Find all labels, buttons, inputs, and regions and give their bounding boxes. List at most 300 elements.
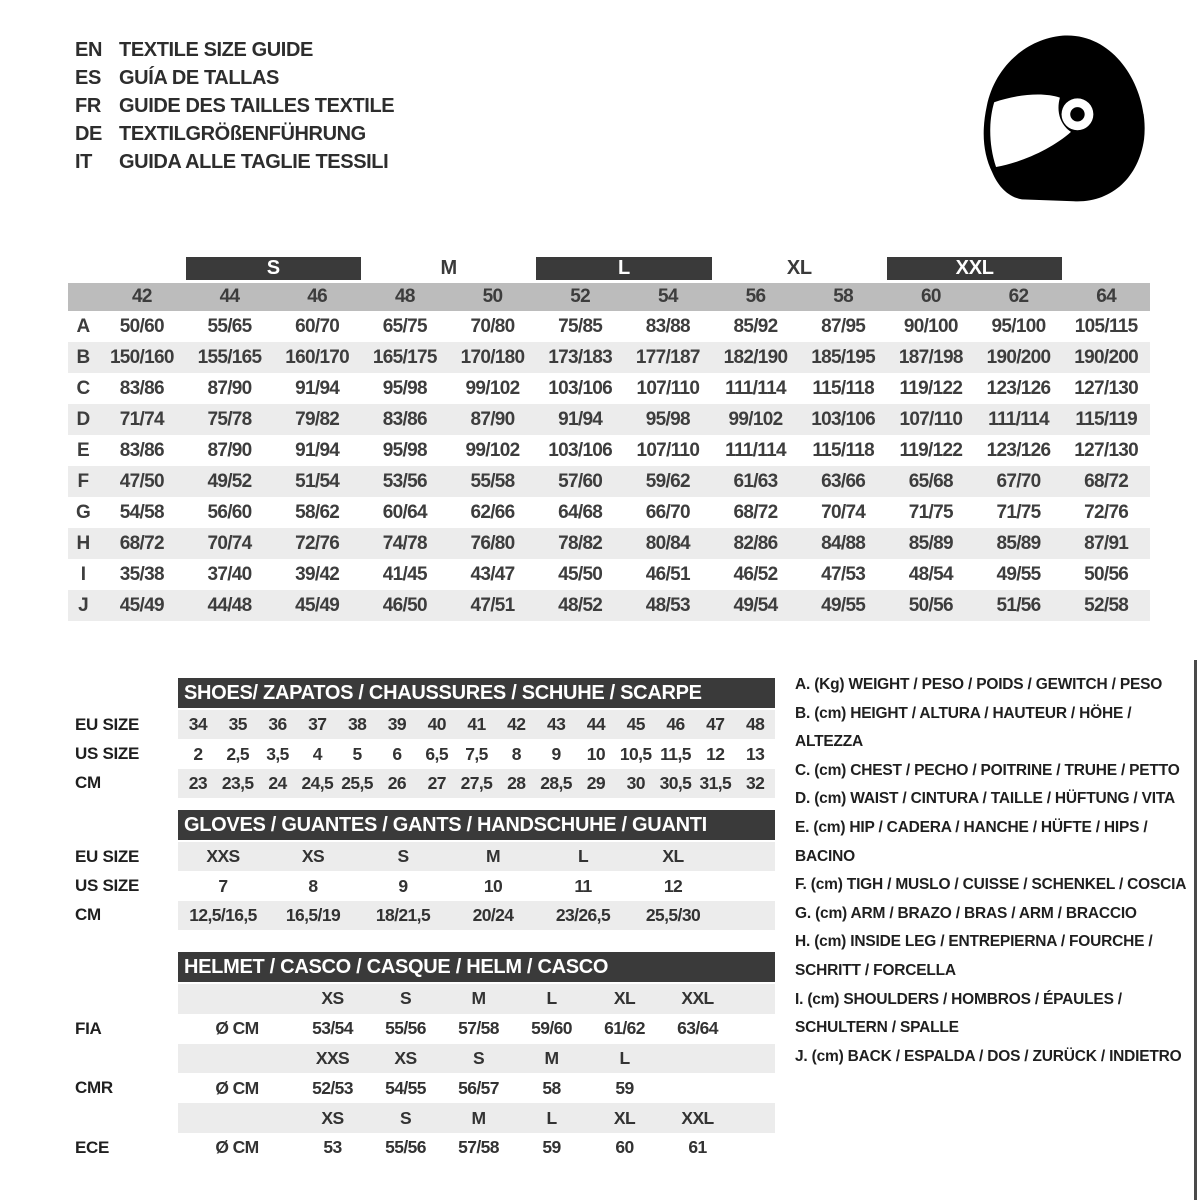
shoes-value: 3,5 xyxy=(266,743,289,764)
helmet-size-table xyxy=(75,952,775,1163)
size-value: 87/90 xyxy=(207,439,252,461)
legend-item-h: H. (cm) INSIDE LEG / ENTREPIERNA / FOURCHE / SCHRITT / FORCELLA xyxy=(795,933,1153,979)
helmet-value-row-cmr xyxy=(75,1073,775,1103)
size-value: 123/126 xyxy=(986,377,1051,399)
size-value: 45/49 xyxy=(119,594,164,616)
helmet-size-label: S xyxy=(399,988,412,1009)
gloves-table-header: GLOVES / GUANTES / GANTS / HANDSCHUHE / GUANTI xyxy=(178,810,775,840)
size-band-row xyxy=(68,253,1150,283)
helmet-size-label: XS xyxy=(321,988,344,1009)
size-value: 65/68 xyxy=(908,470,953,492)
helmet-value: 53/54 xyxy=(312,1018,353,1039)
numeric-size: 52 xyxy=(570,286,591,307)
gloves-size-table xyxy=(75,810,775,930)
shoes-value: 41 xyxy=(467,714,486,735)
numeric-size: 64 xyxy=(1096,286,1117,307)
size-value: 150/160 xyxy=(109,346,174,368)
size-row-c xyxy=(68,373,1150,404)
size-row-h xyxy=(68,528,1150,559)
legend-item-i: I. (cm) SHOULDERS / HOMBROS / ÉPAULES / SCHULTERN / SPALLE xyxy=(795,990,1122,1037)
size-value: 41/45 xyxy=(382,563,427,585)
shoes-value: 5 xyxy=(352,743,362,764)
guide-title: TEXTILGRÖßENFÜHRUNG xyxy=(119,123,366,145)
size-value: 165/175 xyxy=(372,346,437,368)
size-value: 51/56 xyxy=(996,594,1041,616)
size-row-e xyxy=(68,435,1150,466)
standard-label: CMR xyxy=(75,1078,113,1098)
size-value: 68/72 xyxy=(1084,470,1129,492)
size-band-xl: XL xyxy=(786,256,812,279)
size-value: 99/102 xyxy=(728,408,783,430)
gloves-value: XS xyxy=(301,846,325,867)
gloves-row-label: US SIZE xyxy=(75,876,140,896)
diameter-unit: Ø CM xyxy=(215,1137,259,1158)
size-value: 45/49 xyxy=(295,594,340,616)
size-value: 48/54 xyxy=(908,563,953,585)
legend-item-e: E. (cm) HIP / CADERA / HANCHE / HÜFTE / HIPS / BACINO xyxy=(795,818,1148,865)
row-letter: F xyxy=(77,470,89,492)
shoes-value: 6,5 xyxy=(425,743,448,764)
size-value: 54/58 xyxy=(119,501,164,523)
size-value: 83/86 xyxy=(382,408,427,430)
size-value: 76/80 xyxy=(470,532,515,554)
size-value: 46/50 xyxy=(382,594,427,616)
size-value: 70/80 xyxy=(470,315,515,337)
helmet-value: 57/58 xyxy=(458,1137,499,1158)
helmet-size-header-row xyxy=(178,984,775,1014)
language-row xyxy=(75,120,394,148)
helmet-value: 53 xyxy=(323,1137,342,1158)
gloves-value: 20/24 xyxy=(472,904,514,925)
size-value: 185/195 xyxy=(811,346,876,368)
size-value: 87/95 xyxy=(821,315,866,337)
size-value: 57/60 xyxy=(558,470,603,492)
diameter-unit: Ø CM xyxy=(215,1077,259,1098)
shoes-row xyxy=(75,710,775,739)
size-value: 44/48 xyxy=(207,594,252,616)
size-value: 91/94 xyxy=(295,439,340,461)
gloves-value: 18/21,5 xyxy=(375,904,431,925)
helmet-size-header-row xyxy=(178,1103,775,1133)
size-value: 43/47 xyxy=(470,563,515,585)
textile-size-table xyxy=(68,253,1150,621)
shoes-value: 35 xyxy=(228,714,247,735)
shoes-value: 34 xyxy=(188,714,208,735)
gloves-value: 25,5/30 xyxy=(645,904,701,925)
size-value: 80/84 xyxy=(645,532,690,554)
helmet-size-header-row xyxy=(178,1044,775,1074)
legend-item-j: J. (cm) BACK / ESPALDA / DOS / ZURÜCK / INDIETRO xyxy=(795,1047,1182,1065)
gloves-value: L xyxy=(577,846,589,867)
size-value: 49/55 xyxy=(821,594,866,616)
shoes-value: 2 xyxy=(193,743,203,764)
numeric-size-row xyxy=(68,283,1150,311)
size-band-m: M xyxy=(440,256,457,279)
size-value: 107/110 xyxy=(636,439,700,461)
size-value: 87/90 xyxy=(207,377,252,399)
language-row xyxy=(75,64,394,92)
size-value: 64/68 xyxy=(558,501,603,523)
size-value: 67/70 xyxy=(996,470,1041,492)
helmet-rows xyxy=(75,984,775,1163)
size-row-d xyxy=(68,404,1150,435)
size-value: 75/85 xyxy=(558,315,603,337)
size-value: 63/66 xyxy=(821,470,866,492)
numeric-size: 42 xyxy=(131,286,152,307)
size-row-b xyxy=(68,342,1150,373)
size-value: 173/183 xyxy=(548,346,613,368)
helmet-value: 59 xyxy=(615,1077,634,1098)
measurement-legend xyxy=(795,671,1197,1071)
shoes-value: 31,5 xyxy=(699,772,732,793)
helmet-size-label: L xyxy=(546,1107,557,1128)
helmet-value: 54/55 xyxy=(385,1077,426,1098)
size-value: 115/119 xyxy=(1075,408,1137,430)
size-value: 155/165 xyxy=(197,346,262,368)
size-value: 49/55 xyxy=(996,563,1041,585)
language-code: FR xyxy=(75,95,101,117)
size-value: 60/64 xyxy=(382,501,427,523)
size-value: 50/56 xyxy=(908,594,953,616)
shoes-value: 40 xyxy=(427,714,446,735)
gloves-value: 12 xyxy=(663,875,683,896)
helmet-value: 60 xyxy=(615,1137,634,1158)
row-letter: J xyxy=(78,594,88,616)
language-row xyxy=(75,92,394,120)
helmet-value: 61 xyxy=(688,1137,707,1158)
shoes-value: 43 xyxy=(546,714,566,735)
size-value: 95/100 xyxy=(991,315,1046,337)
shoes-size-table xyxy=(75,678,775,798)
size-value: 123/126 xyxy=(986,439,1051,461)
size-value: 71/74 xyxy=(119,408,164,430)
guide-title: GUÍA DE TALLAS xyxy=(119,67,279,89)
size-value: 103/106 xyxy=(548,439,613,461)
size-value: 84/88 xyxy=(821,532,866,554)
row-letter: I xyxy=(80,563,86,585)
guide-title: GUIDA ALLE TAGLIE TESSILI xyxy=(119,151,389,173)
shoes-value: 48 xyxy=(745,714,765,735)
size-value: 127/130 xyxy=(1074,439,1139,461)
helmet-size-label: L xyxy=(546,988,557,1009)
size-value: 82/86 xyxy=(733,532,778,554)
size-row-g xyxy=(68,497,1150,528)
size-value: 55/58 xyxy=(470,470,515,492)
shoes-value: 37 xyxy=(308,714,327,735)
measurement-rows xyxy=(68,311,1150,621)
shoes-value: 42 xyxy=(507,714,526,735)
standard-label: ECE xyxy=(75,1137,110,1157)
size-value: 47/53 xyxy=(821,563,866,585)
size-value: 83/88 xyxy=(645,315,690,337)
row-letter: A xyxy=(76,315,90,337)
gloves-value: 8 xyxy=(308,875,318,896)
numeric-size: 58 xyxy=(833,286,854,307)
size-value: 68/72 xyxy=(733,501,778,523)
size-value: 70/74 xyxy=(821,501,866,523)
shoes-value: 30 xyxy=(626,772,645,793)
legend-item-f: F. (cm) TIGH / MUSLO / CUISSE / SCHENKEL / COSCIA xyxy=(795,876,1187,894)
size-value: 47/50 xyxy=(119,470,164,492)
numeric-size: 60 xyxy=(920,286,941,307)
language-code: DE xyxy=(75,123,102,145)
size-value: 91/94 xyxy=(295,377,340,399)
size-value: 103/106 xyxy=(811,408,876,430)
gloves-value: 23/26,5 xyxy=(555,904,611,925)
shoes-value: 26 xyxy=(387,772,407,793)
standard-label: FIA xyxy=(75,1018,102,1038)
helmet-value: 63/64 xyxy=(677,1018,718,1039)
row-letter: G xyxy=(75,501,91,523)
size-value: 72/76 xyxy=(295,532,340,554)
gloves-rows xyxy=(75,842,775,930)
shoes-value: 46 xyxy=(666,714,685,735)
shoes-row-label: EU SIZE xyxy=(75,714,140,734)
size-value: 111/114 xyxy=(725,439,786,461)
size-value: 71/75 xyxy=(996,501,1041,523)
numeric-size: 62 xyxy=(1008,286,1029,307)
helmet-size-label: S xyxy=(399,1107,412,1128)
size-value: 58/62 xyxy=(295,501,340,523)
right-edge-line xyxy=(1194,660,1197,1200)
size-band-l: L xyxy=(536,257,711,280)
shoes-value: 28 xyxy=(507,772,526,793)
size-value: 52/58 xyxy=(1084,594,1129,616)
size-value: 45/50 xyxy=(558,563,603,585)
helmet-table-header: HELMET / CASCO / CASQUE / HELM / CASCO xyxy=(178,952,775,982)
size-value: 71/75 xyxy=(908,501,953,523)
helmet-size-label: XXS xyxy=(315,1047,350,1068)
size-value: 48/53 xyxy=(645,594,690,616)
size-value: 107/110 xyxy=(636,377,700,399)
gloves-row-label: EU SIZE xyxy=(75,846,140,866)
legend-item-a: A. (Kg) WEIGHT / PESO / POIDS / GEWITCH / PESO xyxy=(795,676,1163,693)
size-value: 48/52 xyxy=(558,594,603,616)
shoes-value: 8 xyxy=(511,743,521,764)
size-value: 37/40 xyxy=(207,563,252,585)
size-value: 119/122 xyxy=(899,377,963,399)
row-letter: H xyxy=(76,532,90,554)
size-value: 177/187 xyxy=(635,346,700,368)
size-value: 103/106 xyxy=(548,377,613,399)
helmet-size-label: XL xyxy=(613,988,636,1009)
helmet-size-label: XS xyxy=(394,1047,417,1068)
size-value: 49/54 xyxy=(733,594,778,616)
size-value: 74/78 xyxy=(382,532,427,554)
size-value: 127/130 xyxy=(1074,377,1139,399)
size-row-a xyxy=(68,311,1150,342)
size-value: 91/94 xyxy=(558,408,603,430)
size-value: 78/82 xyxy=(558,532,603,554)
shoes-value: 10 xyxy=(586,743,606,764)
helmet-value: 55/56 xyxy=(385,1018,426,1039)
shoes-value: 7,5 xyxy=(465,743,488,764)
size-value: 35/38 xyxy=(119,563,164,585)
language-row xyxy=(75,148,394,176)
size-value: 65/75 xyxy=(382,315,427,337)
size-value: 115/118 xyxy=(812,377,874,399)
size-value: 39/42 xyxy=(295,563,340,585)
size-value: 49/52 xyxy=(207,470,252,492)
row-letter: C xyxy=(76,377,90,399)
size-value: 56/60 xyxy=(207,501,252,523)
helmet-value: 59/60 xyxy=(531,1018,572,1039)
size-value: 99/102 xyxy=(465,439,520,461)
size-value: 95/98 xyxy=(382,439,427,461)
size-value: 107/110 xyxy=(899,408,963,430)
gloves-value: XL xyxy=(662,846,684,867)
diameter-unit: Ø CM xyxy=(215,1018,259,1039)
size-value: 170/180 xyxy=(460,346,525,368)
helmet-size-label: M xyxy=(471,1107,486,1128)
guide-title: GUIDE DES TAILLES TEXTILE xyxy=(119,95,395,117)
shoes-value: 11,5 xyxy=(660,743,691,764)
shoes-value: 24 xyxy=(268,772,287,793)
shoes-value: 4 xyxy=(312,743,322,764)
shoes-table-header: SHOES/ ZAPATOS / CHAUSSURES / SCHUHE / SCARPE xyxy=(178,678,775,708)
helmet-size-label: XS xyxy=(321,1107,344,1128)
numeric-size: 48 xyxy=(394,286,415,307)
gloves-row xyxy=(75,901,775,930)
size-row-i xyxy=(68,559,1150,590)
shoes-rows xyxy=(75,710,775,798)
size-value: 119/122 xyxy=(899,439,963,461)
shoes-row xyxy=(75,769,775,798)
size-value: 190/200 xyxy=(986,346,1051,368)
size-value: 83/86 xyxy=(119,439,164,461)
size-value: 87/90 xyxy=(470,408,515,430)
helmet-value: 57/58 xyxy=(458,1018,499,1039)
size-value: 46/51 xyxy=(645,563,690,585)
size-value: 68/72 xyxy=(119,532,164,554)
legend-item-g: G. (cm) ARM / BRAZO / BRAS / ARM / BRACCIO xyxy=(795,904,1137,922)
size-value: 62/66 xyxy=(470,501,515,523)
size-row-f xyxy=(68,466,1150,497)
size-band-xxl: XXL xyxy=(887,257,1062,280)
gloves-value: 9 xyxy=(398,875,408,896)
gloves-row-label: CM xyxy=(75,905,101,925)
size-value: 87/91 xyxy=(1084,532,1129,554)
size-value: 50/56 xyxy=(1084,563,1129,585)
helmet-size-label: XXL xyxy=(681,1107,714,1128)
helmet-value: 61/62 xyxy=(604,1018,645,1039)
language-code: IT xyxy=(75,151,92,173)
helmet-icon xyxy=(972,28,1157,208)
shoes-value: 10,5 xyxy=(619,743,652,764)
shoes-value: 23,5 xyxy=(221,772,254,793)
size-value: 46/52 xyxy=(733,563,778,585)
helmet-value: 52/53 xyxy=(312,1077,353,1098)
size-value: 51/54 xyxy=(295,470,340,492)
language-code: ES xyxy=(75,67,101,89)
shoes-row-label: US SIZE xyxy=(75,744,140,764)
shoes-value: 38 xyxy=(347,714,367,735)
size-value: 50/60 xyxy=(119,315,164,337)
helmet-size-label: M xyxy=(544,1047,559,1068)
numeric-size: 54 xyxy=(657,286,678,307)
shoes-value: 24,5 xyxy=(301,772,334,793)
size-value: 115/118 xyxy=(812,439,874,461)
helmet-size-label: XXL xyxy=(681,988,714,1009)
shoes-value: 29 xyxy=(586,772,606,793)
size-value: 53/56 xyxy=(382,470,427,492)
size-value: 105/115 xyxy=(1074,315,1138,337)
size-value: 79/82 xyxy=(295,408,340,430)
shoes-row-label: CM xyxy=(75,773,101,793)
row-letter: D xyxy=(76,408,90,430)
shoes-value: 28,5 xyxy=(540,772,572,793)
gloves-value: 10 xyxy=(483,875,503,896)
size-value: 85/92 xyxy=(733,315,778,337)
helmet-value: 55/56 xyxy=(385,1137,426,1158)
gloves-value: 16,5/19 xyxy=(285,904,341,925)
numeric-size: 44 xyxy=(219,286,240,307)
size-value: 111/114 xyxy=(988,408,1049,430)
shoes-value: 45 xyxy=(626,714,645,735)
gloves-value: XXS xyxy=(206,846,240,867)
size-value: 95/98 xyxy=(645,408,690,430)
shoes-value: 2,5 xyxy=(226,743,249,764)
shoes-value: 9 xyxy=(551,743,561,764)
row-letter: E xyxy=(77,439,89,461)
row-letter: B xyxy=(76,346,90,368)
language-code: EN xyxy=(75,39,102,61)
size-value: 47/51 xyxy=(470,594,515,616)
size-value: 90/100 xyxy=(903,315,958,337)
legend-item-c: C. (cm) CHEST / PECHO / POITRINE / TRUHE / PETTO xyxy=(795,761,1180,779)
helmet-size-label: M xyxy=(471,988,486,1009)
numeric-size: 50 xyxy=(482,286,503,307)
size-value: 111/114 xyxy=(725,377,786,399)
shoes-value: 25,5 xyxy=(341,772,373,793)
gloves-value: 11 xyxy=(574,875,592,896)
numeric-size: 46 xyxy=(307,286,328,307)
shoes-value: 12 xyxy=(706,743,725,764)
size-value: 99/102 xyxy=(465,377,520,399)
size-value: 59/62 xyxy=(645,470,690,492)
helmet-value-row-fia xyxy=(75,1014,775,1044)
size-value: 85/89 xyxy=(908,532,953,554)
numeric-size: 56 xyxy=(745,286,766,307)
shoes-value: 36 xyxy=(268,714,287,735)
size-value: 85/89 xyxy=(996,532,1041,554)
shoes-row xyxy=(75,739,775,768)
size-value: 60/70 xyxy=(295,315,340,337)
gloves-value: S xyxy=(397,846,409,867)
shoes-value: 27 xyxy=(427,772,446,793)
helmet-value: 58 xyxy=(542,1077,561,1098)
shoes-value: 27,5 xyxy=(460,772,493,793)
gloves-value: 7 xyxy=(218,875,228,896)
helmet-size-label: L xyxy=(619,1047,630,1068)
helmet-value: 56/57 xyxy=(458,1077,499,1098)
shoes-value: 39 xyxy=(387,714,407,735)
size-value: 61/63 xyxy=(733,470,778,492)
size-value: 95/98 xyxy=(382,377,427,399)
size-value: 66/70 xyxy=(645,501,690,523)
helmet-value-row-ece xyxy=(75,1133,775,1163)
gloves-value: 12,5/16,5 xyxy=(189,904,257,925)
helmet-size-label: S xyxy=(472,1047,485,1068)
size-value: 190/200 xyxy=(1074,346,1139,368)
shoes-value: 13 xyxy=(745,743,765,764)
shoes-value: 44 xyxy=(586,714,606,735)
legend-item-d: D. (cm) WAIST / CINTURA / TAILLE / HÜFTUNG / VITA xyxy=(795,790,1175,808)
gloves-value: M xyxy=(486,846,500,867)
size-band-s: S xyxy=(186,257,361,280)
size-value: 72/76 xyxy=(1084,501,1129,523)
size-value: 187/198 xyxy=(898,346,963,368)
